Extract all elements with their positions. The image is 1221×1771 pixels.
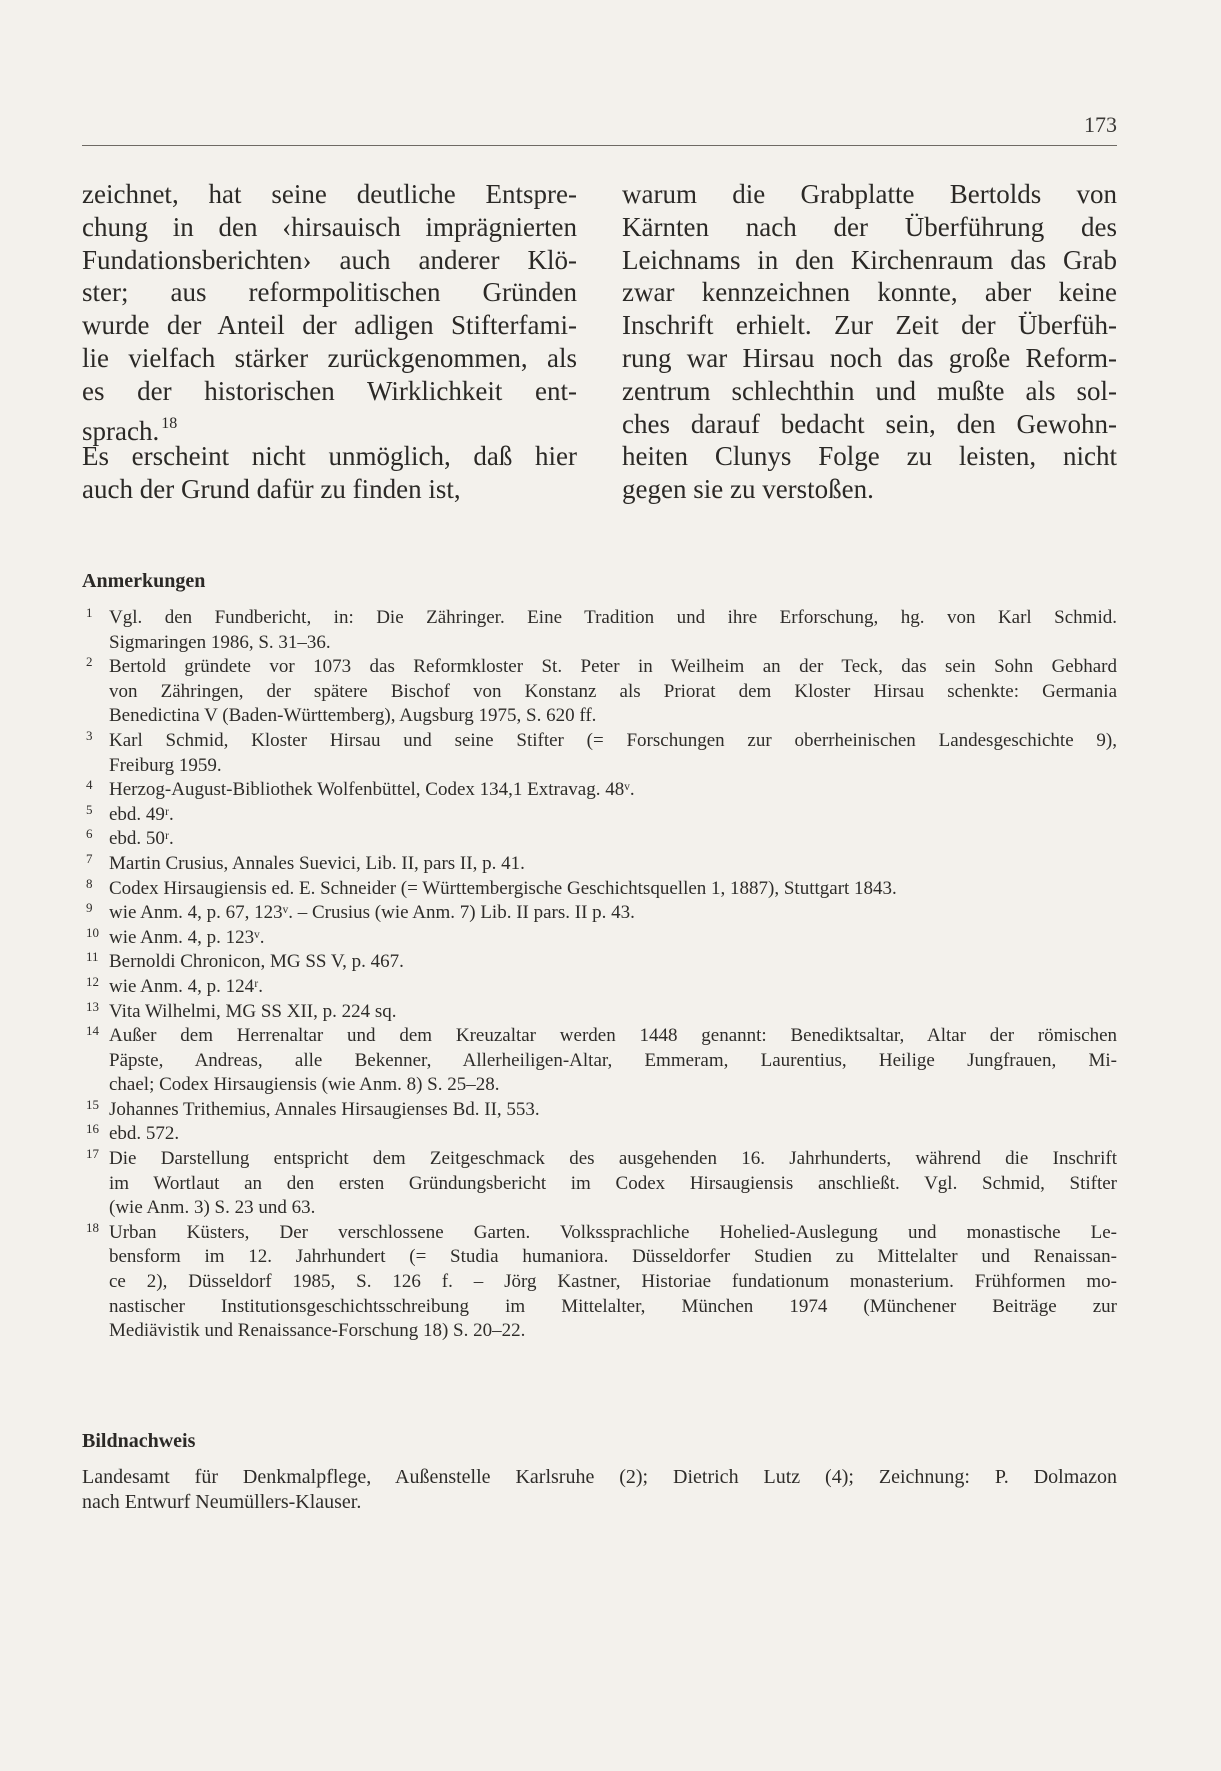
footnote-text: ce 2), Düsseldorf 1985, S. 126 f. – Jörg Kastner, Historiae fundationum monasterium. Frühformen mo- [109, 1271, 1117, 1293]
footnote-number: 14 [86, 1023, 99, 1039]
footnote [82, 803, 1117, 828]
body-line: auch der Grund dafür zu finden ist, [82, 474, 461, 505]
footnote-number: 15 [86, 1096, 99, 1112]
footnote-text: chael; Codex Hirsaugiensis (wie Anm. 8) S. 25–28. [109, 1074, 500, 1096]
footnote-number: 7 [86, 850, 93, 866]
body-line: wurde der Anteil der adligen Stifterfami- [82, 310, 577, 341]
footnote [82, 877, 1117, 902]
body-line: Inschrift erhielt. Zur Zeit der Überfüh- [622, 310, 1117, 341]
body-line: rung war Hirsau noch das große Reform- [622, 342, 1117, 373]
body-line: sprach. $^{18}$ [82, 414, 178, 446]
footnote-text: nastischer Institutionsgeschichtsschreibung im Mittelalter, München 1974 (Münchener Beiträge zur [109, 1295, 1117, 1317]
body-line: Kärnten nach der Überführung des [622, 211, 1117, 242]
credits-line: nach Entwurf Neumüllers-Klauser. [82, 1491, 362, 1513]
footnote-text: Karl Schmid, Kloster Hirsau und seine Stifter (= Forschungen zur oberrheinischen Landesgeschichte 9), [109, 729, 1117, 751]
footnote-text: Sigmaringen 1986, S. 31–36. [109, 631, 331, 653]
body-line: zwar kennzeichnen konnte, aber keine [622, 277, 1117, 308]
footnote-text: ebd. 572. [109, 1123, 180, 1145]
footnote-text: Urban Küsters, Der verschlossene Garten. Volkssprachliche Hohelied-Auslegung und monastische Le- [109, 1221, 1117, 1243]
body-line: zeichnet, hat seine deutliche Entspre- [82, 179, 577, 209]
footnotes-list [82, 606, 1117, 1344]
footnote-text: Päpste, Andreas, alle Bekenner, Allerheiligen-Altar, Emmeram, Laurentius, Heilige Jungfrauen, Mi- [109, 1049, 1117, 1071]
page-number: 173 [1084, 112, 1117, 137]
footnote [82, 827, 1117, 852]
footnote-number: 17 [86, 1146, 99, 1162]
footnote-text: wie Anm. 4, p. 124ʳ. [109, 975, 264, 997]
notes-heading: Anmerkungen [82, 570, 206, 592]
footnote [82, 1122, 1117, 1147]
footnote-text: ebd. 50ʳ. [109, 828, 174, 850]
body-line: Es erscheint nicht unmöglich, daß hier [82, 441, 577, 472]
footnote-text: Johannes Trithemius, Annales Hirsaugienses Bd. II, 553. [109, 1098, 540, 1120]
body-line: gegen sie zu verstoßen. [622, 474, 874, 505]
footnote [82, 1000, 1117, 1025]
footnote-text: Die Darstellung entspricht dem Zeitgeschmack des ausgehenden 16. Jahrhunderts, während die Inschrift [109, 1148, 1117, 1170]
footnote-number: 2 [86, 654, 93, 670]
footnote-text: Außer dem Herrenaltar und dem Kreuzaltar werden 1448 genannt: Benediktsaltar, Altar der römischen [109, 1025, 1117, 1047]
footnote-number: 8 [86, 875, 93, 891]
footnote-text: Martin Crusius, Annales Suevici, Lib. II, pars II, p. 41. [109, 852, 525, 874]
footnote [82, 950, 1117, 975]
footnote-reference: 18 [161, 414, 178, 432]
footnote-text: Herzog-August-Bibliothek Wolfenbüttel, Codex 134,1 Extravag. 48ᵛ. [109, 779, 635, 801]
credits-heading: Bildnachweis [82, 1430, 196, 1452]
footnote-number: 13 [86, 998, 99, 1014]
footnote-text: Bernoldi Chronicon, MG SS V, p. 467. [109, 951, 404, 973]
footnote [82, 1098, 1117, 1123]
body-line: warum die Grabplatte Bertolds von [622, 179, 1117, 209]
body-line: Leichnams in den Kirchenraum das Grab [622, 244, 1117, 275]
footnote [82, 1024, 1117, 1098]
footnote-number: 16 [86, 1121, 99, 1137]
footnote-number: 12 [86, 973, 99, 989]
footnote-text: im Wortlaut an den ersten Gründungsbericht im Codex Hirsaugiensis anschließt. Vgl. Schmid, Stifter [109, 1172, 1117, 1194]
footnote-text: Bertold gründete vor 1073 das Reformkloster St. Peter in Weilheim an der Teck, das sein Sohn Gebhard [109, 656, 1117, 678]
footnote-text: (wie Anm. 3) S. 23 und 63. [109, 1197, 316, 1219]
footnote-text: Vita Wilhelmi, MG SS XII, p. 224 sq. [109, 1000, 397, 1022]
body-line: ches darauf bedacht sein, den Gewohn- [622, 408, 1117, 439]
body-line: Fundationsberichten› auch anderer Klö- [82, 244, 577, 275]
footnote [82, 1147, 1117, 1221]
footnote-number: 3 [86, 727, 93, 743]
footnote-number: 5 [86, 801, 93, 817]
footnote [82, 852, 1117, 877]
footnote-text: bensform im 12. Jahrhundert (= Studia humaniora. Düsseldorfer Studien zu Mittelalter und Renaissan- [109, 1246, 1117, 1268]
footnote-number: 18 [86, 1219, 99, 1235]
footnote [82, 975, 1117, 1000]
body-line: zentrum schlechthin und mußte als sol- [622, 375, 1117, 406]
footnote-text: wie Anm. 4, p. 123ᵛ. [109, 926, 265, 948]
body-line: chung in den ‹hirsauisch imprägnierten [82, 211, 577, 242]
footnote [82, 655, 1117, 729]
footnote-text: wie Anm. 4, p. 67, 123ᵛ. – Crusius (wie Anm. 7) Lib. II pars. II p. 43. [109, 902, 635, 924]
footnote [82, 778, 1117, 803]
right-column [622, 178, 1117, 506]
left-column [82, 178, 577, 506]
image-credits [82, 1465, 1117, 1515]
body-line: ster; aus reformpolitischen Gründen [82, 277, 577, 308]
footnote [82, 901, 1117, 926]
footnote-text: Mediävistik und Renaissance-Forschung 18) S. 20–22. [109, 1320, 526, 1342]
footnote-text: Benedictina V (Baden-Württemberg), Augsburg 1975, S. 620 ff. [109, 705, 597, 727]
footnote [82, 729, 1117, 778]
footnote-text: von Zähringen, der spätere Bischof von Konstanz als Priorat dem Kloster Hirsau schenkte: Germania [109, 680, 1117, 702]
footnote-number: 10 [86, 924, 99, 940]
footnote-number: 1 [86, 605, 93, 620]
footnote [82, 1221, 1117, 1344]
footnote [82, 926, 1117, 951]
footnote-number: 11 [86, 949, 99, 965]
footnote-number: 6 [86, 826, 93, 842]
credits-line: Landesamt für Denkmalpflege, Außenstelle Karlsruhe (2); Dietrich Lutz (4); Zeichnung: P. Dolmazon [82, 1466, 1117, 1488]
footnote-text: Vgl. den Fundbericht, in: Die Zähringer. Eine Tradition und ihre Erforschung, hg. von Karl Schmid. [109, 607, 1117, 628]
body-line: es der historischen Wirklichkeit ent- [82, 375, 577, 406]
body-line: lie vielfach stärker zurückgenommen, als [82, 342, 577, 373]
footnote-number: 4 [86, 777, 93, 793]
footnote-text: Freiburg 1959. [109, 754, 222, 776]
body-text [82, 178, 1117, 506]
footnote-text: Codex Hirsaugiensis ed. E. Schneider (= Württembergische Geschichtsquellen 1, 1887), Stuttgart 1843. [109, 877, 897, 899]
header-rule [82, 145, 1117, 146]
footnote-number: 9 [86, 900, 93, 916]
footnote [82, 606, 1117, 655]
body-line: heiten Clunys Folge zu leisten, nicht [622, 441, 1117, 472]
footnote-text: ebd. 49ʳ. [109, 803, 174, 825]
